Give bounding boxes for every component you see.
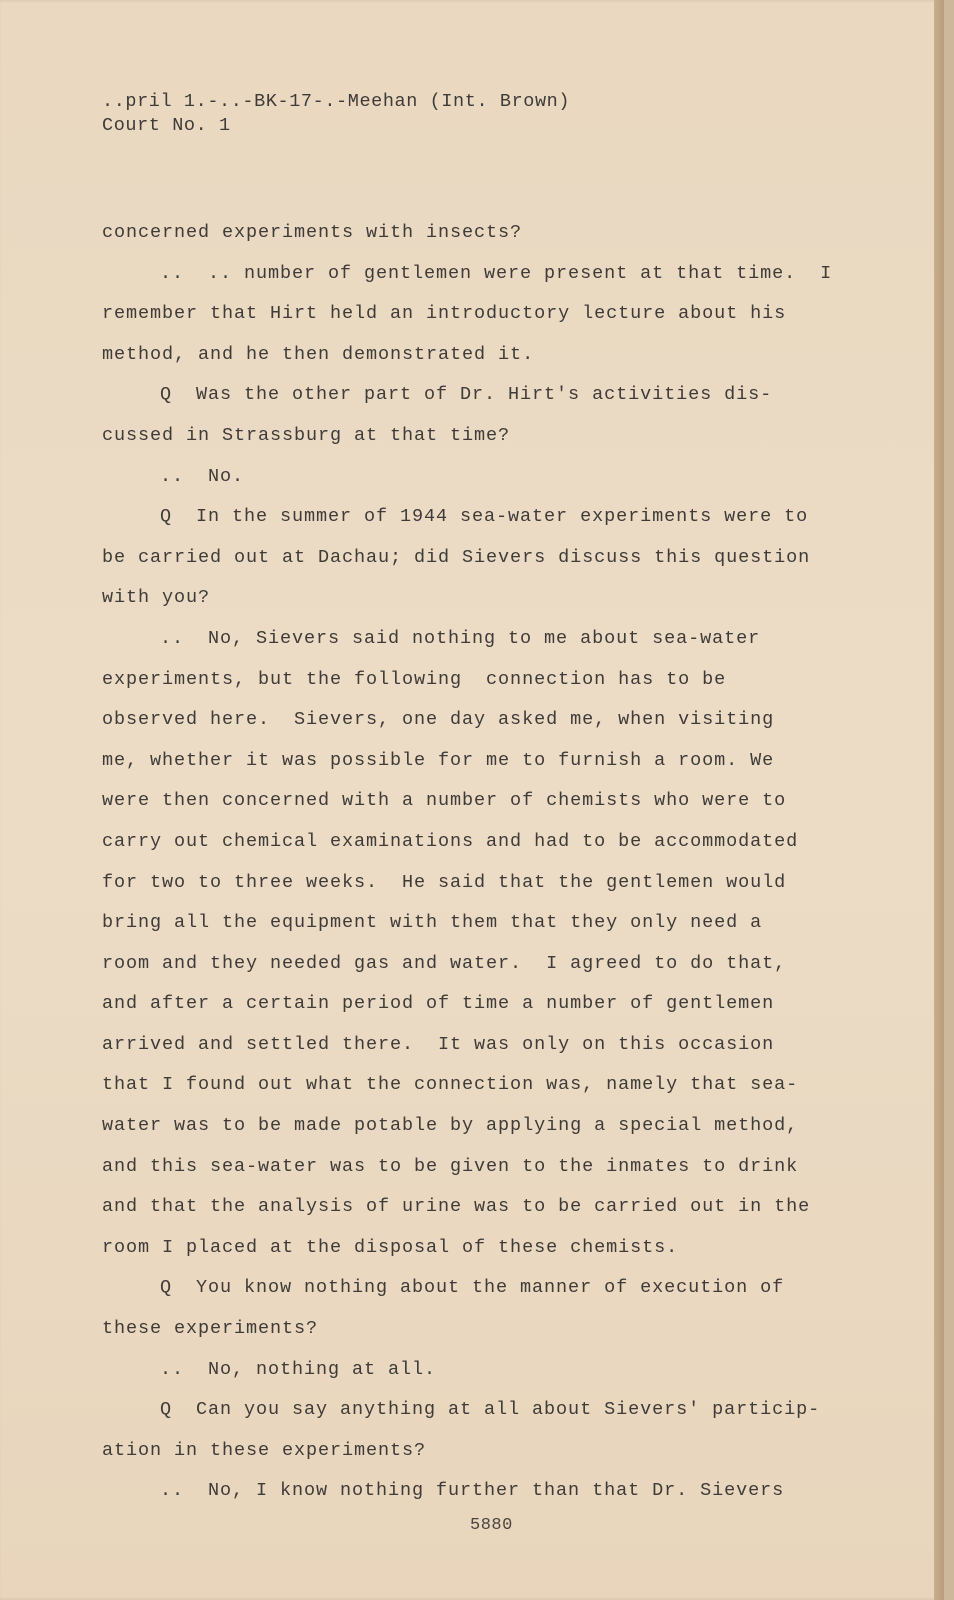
transcript-line: .. No, I know nothing further than that Dr. Sievers	[160, 1480, 785, 1502]
transcript-line: me, whether it was possible for me to furnish a room. We	[102, 749, 775, 771]
transcript-line: Q Was the other part of Dr. Hirt's activities dis-	[160, 384, 773, 406]
transcript-line: carry out chemical examinations and had to be accommodated	[102, 830, 799, 852]
transcript-line: water was to be made potable by applying a special method,	[102, 1115, 799, 1137]
transcript-line: these experiments?	[102, 1318, 319, 1340]
transcript-line: for two to three weeks. He said that the gentlemen would	[102, 871, 787, 893]
transcript-line: room and they needed gas and water. I agreed to do that,	[102, 952, 787, 974]
transcript-line: Q You know nothing about the manner of execution of	[160, 1277, 785, 1299]
transcript-line: and after a certain period of time a number of gentlemen	[102, 993, 775, 1015]
transcript-line: experiments, but the following connection has to be	[102, 668, 727, 690]
transcript-line: observed here. Sievers, one day asked me, when visiting	[102, 709, 775, 731]
header-case-line: ..pril 1.-..-BK-17-.-Meehan (Int. Brown)	[102, 91, 571, 112]
document-header	[102, 90, 570, 138]
transcript-line: bring all the equipment with them that they only need a	[102, 912, 763, 934]
transcript-line: method, and he then demonstrated it.	[102, 343, 535, 365]
transcript-line: were then concerned with a number of chemists who were to	[102, 790, 787, 812]
transcript-body	[102, 213, 842, 1512]
transcript-line: and that the analysis of urine was to be carried out in the	[102, 1196, 811, 1218]
transcript-line: .. No, nothing at all.	[160, 1358, 437, 1380]
page-edge	[934, 0, 944, 1600]
transcript-line: with you?	[102, 587, 211, 609]
transcript-line: remember that Hirt held an introductory lecture about his	[102, 303, 787, 325]
transcript-line: cussed in Strassburg at that time?	[102, 424, 511, 446]
transcript-line: .. .. number of gentlemen were present at that time. I	[160, 262, 833, 284]
transcript-line: Q In the summer of 1944 sea-water experiments were to	[160, 506, 809, 528]
transcript-line: be carried out at Dachau; did Sievers discuss this question	[102, 546, 811, 568]
transcript-line: ation in these experiments?	[102, 1439, 427, 1461]
header-court-line: Court No. 1	[102, 115, 231, 136]
transcript-line: that I found out what the connection was, namely that sea-	[102, 1074, 799, 1096]
transcript-line: room I placed at the disposal of these chemists.	[102, 1236, 679, 1258]
transcript-line: .. No.	[160, 465, 245, 487]
transcript-line: .. No, Sievers said nothing to me about sea-water	[160, 627, 761, 649]
transcript-line: Q Can you say anything at all about Sievers' particip-	[160, 1399, 821, 1421]
page-number: 5880	[470, 1516, 513, 1535]
transcript-line: and this sea-water was to be given to the inmates to drink	[102, 1155, 799, 1177]
transcript-line: arrived and settled there. It was only on this occasion	[102, 1033, 775, 1055]
transcript-line: concerned experiments with insects?	[102, 222, 523, 243]
